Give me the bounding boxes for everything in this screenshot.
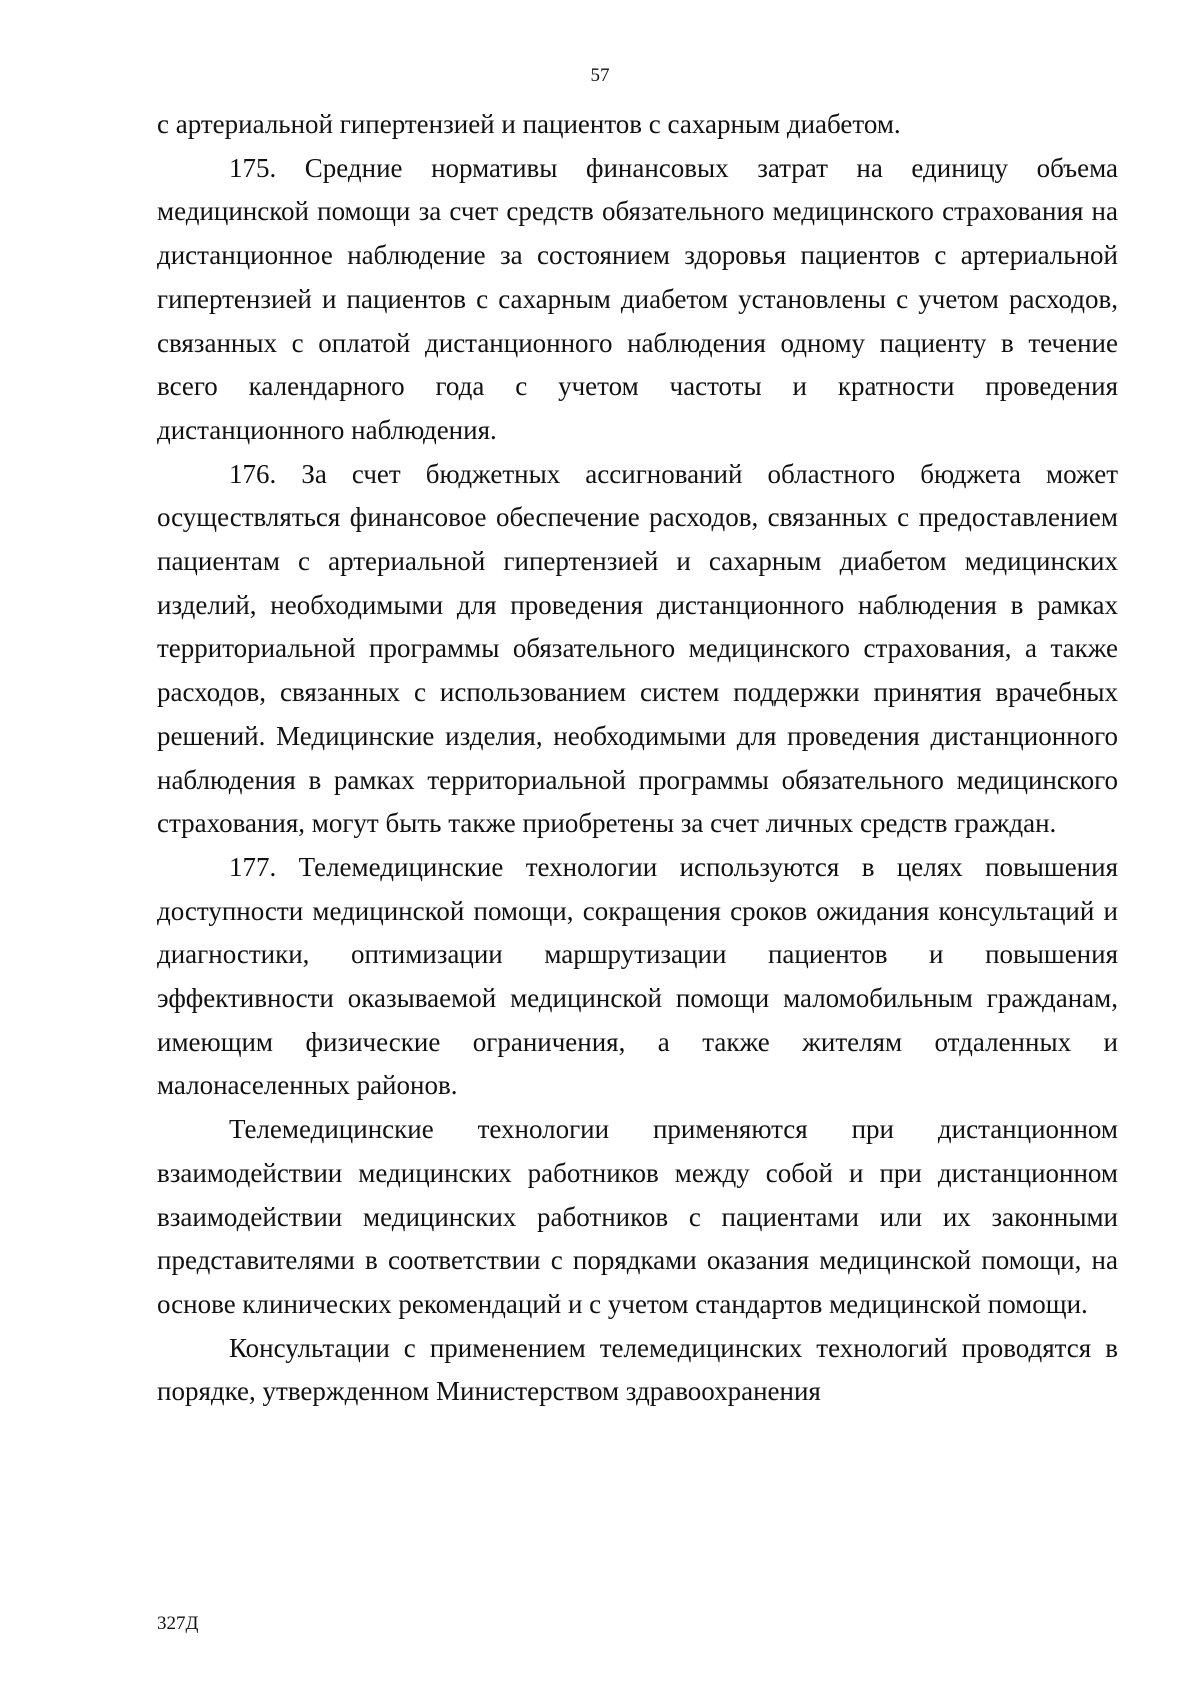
page-number: 57 <box>590 65 610 86</box>
paragraph-177: 177. Телемедицинские технологии используются в целях повышения доступности медицинской помощи, сокращения сроков ожидания консультаций и диагностики, оптимизации маршрутизации пациентов и повышения эффективности оказываемой медицинской помощи маломобильным гражданам, имеющим физические ограничения, а также жителям отдаленных и малонаселенных районов. <box>157 851 1118 1101</box>
paragraph-175: 175. Средние нормативы финансовых затрат на единицу объема медицинской помощи за счет средств обязательного медицинского страхования на дистанционное наблюдение за состоянием здоровья пациентов с артериальной гипертензией и пациентов с сахарным диабетом установлены с учетом расходов, связанных с оплатой дистанционного наблюдения одному пациенту в течение всего календарного года с учетом частоты и кратности проведения дистанционного наблюдения. <box>157 152 1118 445</box>
document-code: 327Д <box>157 1613 199 1634</box>
paragraph-continuation: с артериальной гипертензией и пациентов с сахарным диабетом. <box>157 109 901 139</box>
paragraph-consultations: Консультации с применением телемедицинских технологий проводятся в порядке, утвержденном Министерством здравоохранения <box>157 1332 1118 1407</box>
paragraph-telemedicine-use: Телемедицинские технологии применяются при дистанционном взаимодействии медицинских работников между собой и при дистанционном взаимодействии медицинских работников с пациентами или их законными представителями в соответствии с порядками оказания медицинской помощи, на основе клинических рекомендаций и с учетом стандартов медицинской помощи. <box>157 1114 1118 1319</box>
paragraph-176: 176. За счет бюджетных ассигнований областного бюджета может осуществляться финансовое обеспечение расходов, связанных с предоставлением пациентам с артериальной гипертензией и сахарным диабетом медицинских изделий, необходимыми для проведения дистанционного наблюдения в рамках территориальной программы обязательного медицинского страхования, а также расходов, связанных с использованием систем поддержки принятия врачебных решений. Медицинские изделия, необходимыми для проведения дистанционного наблюдения в рамках территориальной программы обязательного медицинского страхования, могут быть также приобретены за счет личных средств граждан. <box>157 458 1118 839</box>
document-body <box>157 103 1118 1414</box>
